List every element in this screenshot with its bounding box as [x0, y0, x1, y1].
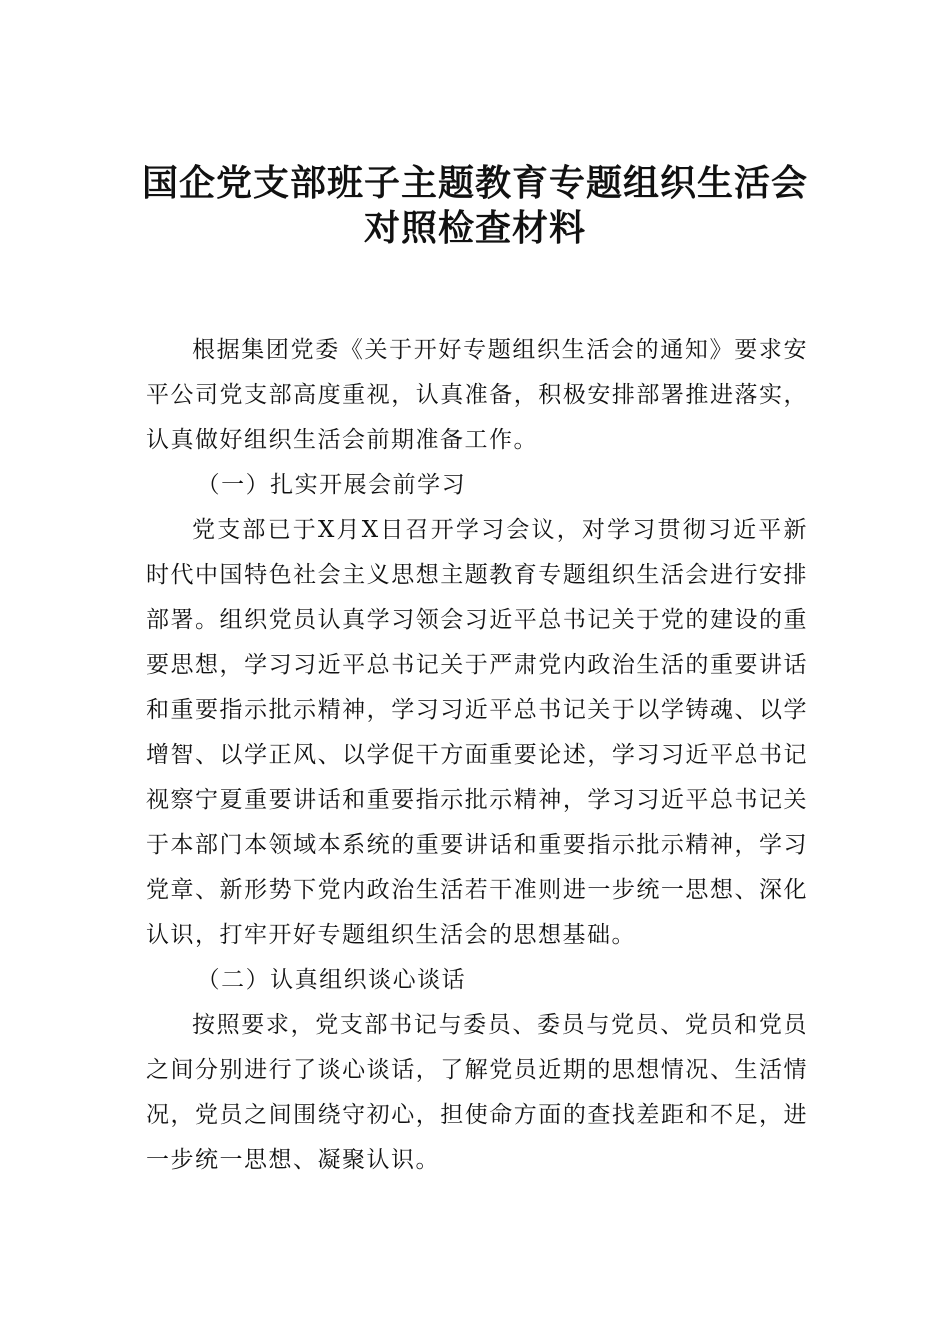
section-heading-1: （一）扎实开展会前学习 [196, 472, 467, 498]
section-1-paragraph: 党支部已于X月X日召开学习会议，对学习贯彻习近平新时代中国特色社会主义思想主题教育专题组织生活会进行安排部署。组织党员认真学习领会习近平总书记关于党的建设的重要思想，学习习近平总书记关于严肃党内政治生活的重要讲话和重要指示批示精神，学习习近平总书记关于以学铸魂、以学增智、以学正风、以学促干方面重要论述，学习习近平总书记视察宁夏重要讲话和重要指示批示精神，学习习近平总书记关于本部门本领域本系统的重要讲话和重要指示批示精神，学习党章、新形势下党内政治生活若干准则进一步统一思想、深化认识，打牢开好专题组织生活会的思想基础。 [146, 517, 808, 948]
section-heading-2: （二）认真组织谈心谈话 [196, 967, 467, 993]
intro-paragraph: 根据集团党委《关于开好专题组织生活会的通知》要求安平公司党支部高度重视，认真准备，积极安排部署推进落实，认真做好组织生活会前期准备工作。 [146, 337, 808, 453]
document-title-line-1: 国企党支部班子主题教育专题组织生活会 [141, 163, 808, 204]
document-body [146, 328, 808, 1183]
document-title-line-2: 对照检查材料 [363, 208, 586, 249]
section-2-paragraph: 按照要求，党支部书记与委员、委员与党员、党员和党员之间分别进行了谈心谈话，了解党员近期的思想情况、生活情况，党员之间围绕守初心，担使命方面的查找差距和不足，进一步统一思想、凝聚认识。 [146, 1012, 808, 1173]
